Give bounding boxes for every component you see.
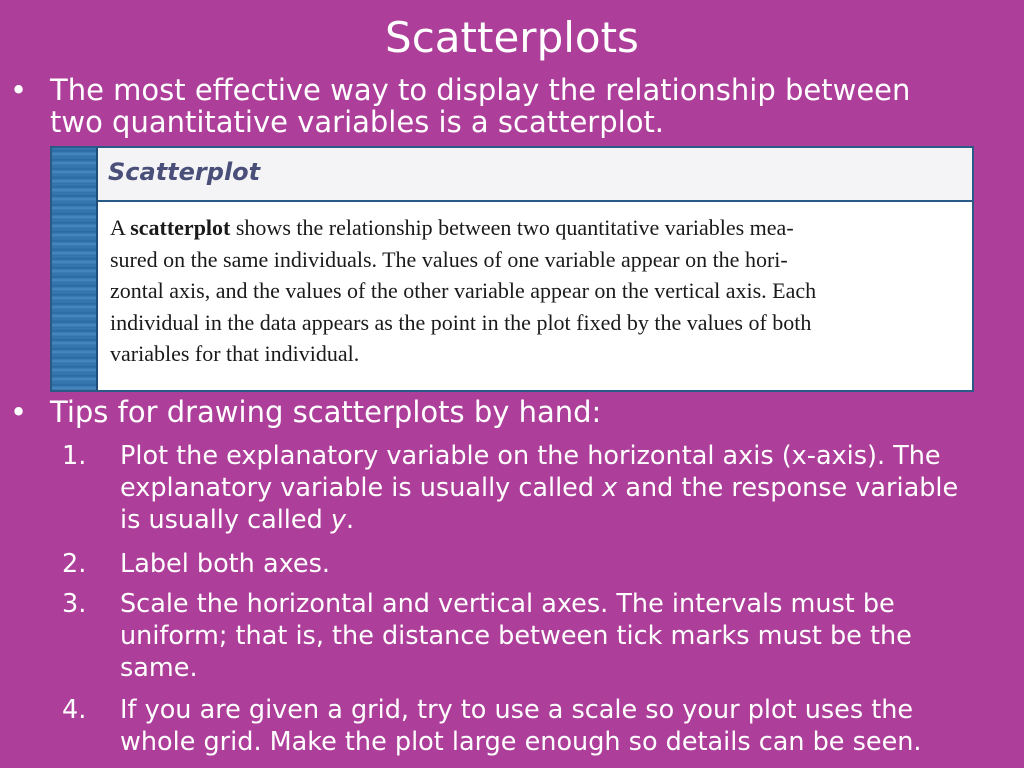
definition-body <box>110 212 960 370</box>
tip-text <box>120 694 922 758</box>
bullet-intro <box>10 74 1010 144</box>
bullet-intro-line-2: two quantitative variables is a scatterplot. <box>50 105 665 139</box>
definition-header <box>98 148 972 202</box>
tip-1-line-1: Plot the explanatory variable on the horizontal axis (x-axis). The <box>120 441 941 471</box>
definition-line-1 <box>110 212 960 244</box>
tip-text <box>120 548 330 580</box>
tip-number: 2. <box>62 549 87 579</box>
tip-number: 1. <box>62 441 87 471</box>
bullet-marker: • <box>10 73 28 107</box>
definition-line-4: individual in the data appears as the point in the plot fixed by the values of both <box>110 309 812 335</box>
tip-2-line-1: Label both axes. <box>120 549 330 579</box>
tip-1-var-x: x <box>602 473 618 503</box>
tip-3-line-3: same. <box>120 653 198 683</box>
bullet-marker: • <box>10 395 28 429</box>
definition-line-1-start: A <box>110 215 131 240</box>
definition-line-2: sured on the same individuals. The values of one variable appear on the hori- <box>110 246 788 272</box>
tip-1-line-3-pre: is usually called <box>120 505 331 535</box>
tip-number: 3. <box>62 589 87 619</box>
tip-4-line-2: whole grid. Make the plot large enough so details can be seen. <box>120 727 922 757</box>
tip-text <box>120 588 912 684</box>
tip-1-line-3 <box>120 504 958 536</box>
definition-heading: Scatterplot <box>108 158 261 186</box>
slide-title: Scatterplots <box>385 13 639 62</box>
definition-line-3: zontal axis, and the values of the other variable appear on the vertical axis. Each <box>110 278 817 303</box>
definition-line-1-rest: shows the relationship between two quantitative variables mea- <box>230 215 794 240</box>
tip-1-line-2-pre: explanatory variable is usually called <box>120 473 603 503</box>
tip-1-line-3-post: . <box>345 505 355 535</box>
bullet-intro-line-1: The most effective way to display the relationship between <box>50 73 911 107</box>
bullet-tips <box>10 396 1010 436</box>
bullet-intro-text <box>50 74 910 138</box>
bullet-tips-text: Tips for drawing scatterplots by hand: <box>50 395 602 429</box>
tip-3-line-1: Scale the horizontal and vertical axes. The intervals must be <box>120 589 895 619</box>
tip-text <box>120 440 958 536</box>
definition-term: scatterplot <box>130 215 231 240</box>
definition-line-5: variables for that individual. <box>110 341 360 366</box>
tip-1-var-y: y <box>330 505 346 535</box>
tip-1-line-2-post: and the response variable <box>617 473 959 503</box>
definition-side-stripe <box>52 148 98 390</box>
tip-number: 4. <box>62 695 87 725</box>
tip-3-line-2: uniform; that is, the distance between tick marks must be the <box>120 621 912 651</box>
tip-4-line-1: If you are given a grid, try to use a scale so your plot uses the <box>120 695 914 725</box>
scatterplot-definition-box <box>50 146 974 392</box>
tip-1-line-2 <box>120 472 958 504</box>
